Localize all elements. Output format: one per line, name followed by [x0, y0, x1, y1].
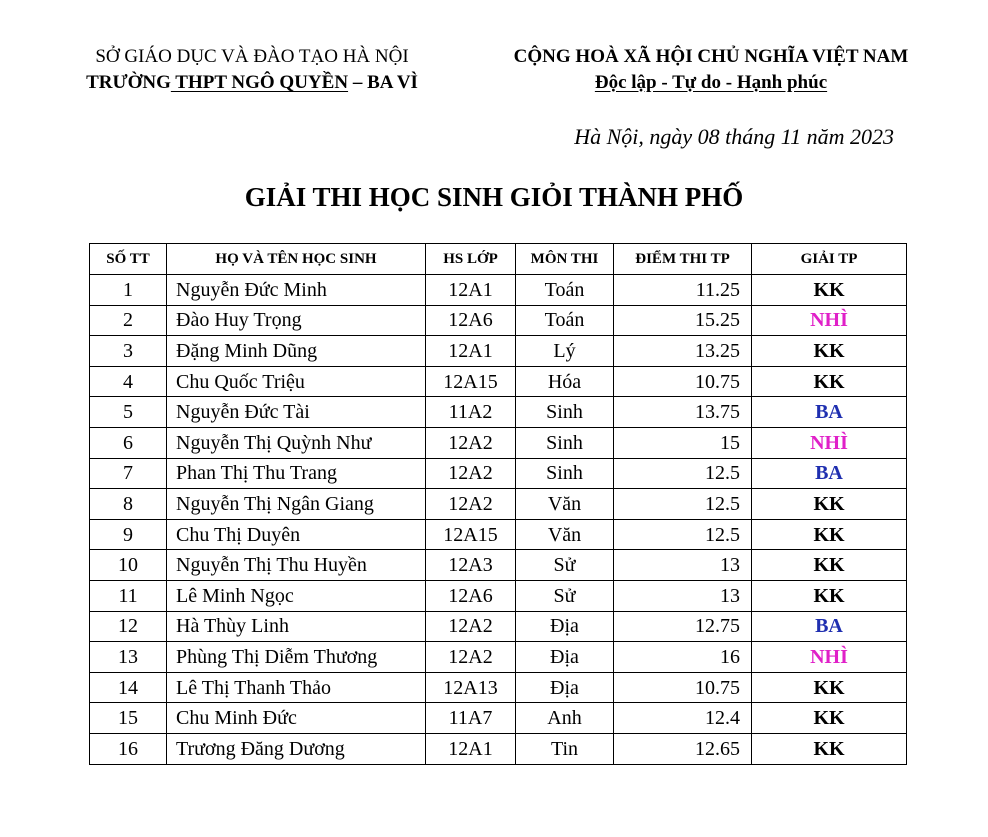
cell-name: Phùng Thị Diễm Thương	[167, 642, 426, 673]
cell-prize: KK	[752, 519, 907, 550]
column-header-name: HỌ VÀ TÊN HỌC SINH	[167, 244, 426, 275]
header-national	[478, 44, 944, 96]
cell-class: 11A2	[426, 397, 516, 428]
column-header-class: HS LỚP	[426, 244, 516, 275]
cell-stt: 13	[90, 642, 167, 673]
table-row	[90, 336, 907, 367]
cell-name: Đào Huy Trọng	[167, 305, 426, 336]
table-row	[90, 642, 907, 673]
table-row	[90, 611, 907, 642]
school-name-suffix: – BA VÌ	[348, 72, 418, 93]
cell-subject: Sử	[516, 580, 614, 611]
cell-class: 12A2	[426, 489, 516, 520]
cell-score: 16	[614, 642, 752, 673]
cell-score: 13	[614, 580, 752, 611]
column-header-stt: SỐ TT	[90, 244, 167, 275]
cell-name: Nguyễn Thị Quỳnh Như	[167, 427, 426, 458]
cell-stt: 2	[90, 305, 167, 336]
cell-name: Lê Minh Ngọc	[167, 580, 426, 611]
cell-score: 12.5	[614, 458, 752, 489]
table-row	[90, 458, 907, 489]
cell-subject: Sinh	[516, 427, 614, 458]
table-row	[90, 366, 907, 397]
cell-name: Nguyễn Thị Thu Huyền	[167, 550, 426, 581]
cell-class: 12A13	[426, 672, 516, 703]
cell-prize: KK	[752, 703, 907, 734]
cell-class: 12A1	[426, 733, 516, 764]
cell-class: 12A1	[426, 336, 516, 367]
cell-name: Trương Đăng Dương	[167, 733, 426, 764]
cell-score: 12.65	[614, 733, 752, 764]
cell-score: 13.25	[614, 336, 752, 367]
table-row	[90, 489, 907, 520]
cell-class: 12A2	[426, 611, 516, 642]
cell-score: 13.75	[614, 397, 752, 428]
cell-class: 12A3	[426, 550, 516, 581]
cell-stt: 6	[90, 427, 167, 458]
cell-prize: KK	[752, 366, 907, 397]
cell-stt: 11	[90, 580, 167, 611]
cell-score: 10.75	[614, 672, 752, 703]
cell-class: 11A7	[426, 703, 516, 734]
cell-name: Chu Thị Duyên	[167, 519, 426, 550]
cell-prize: KK	[752, 580, 907, 611]
cell-score: 12.4	[614, 703, 752, 734]
cell-name: Nguyễn Thị Ngân Giang	[167, 489, 426, 520]
cell-class: 12A6	[426, 305, 516, 336]
results-table	[89, 243, 907, 765]
cell-class: 12A2	[426, 642, 516, 673]
school-name-main: THPT NGÔ QUYỀN	[170, 72, 349, 93]
cell-prize: KK	[752, 336, 907, 367]
cell-prize: NHÌ	[752, 305, 907, 336]
cell-prize: KK	[752, 550, 907, 581]
cell-score: 10.75	[614, 366, 752, 397]
cell-name: Lê Thị Thanh Thảo	[167, 672, 426, 703]
cell-subject: Tin	[516, 733, 614, 764]
cell-prize: NHÌ	[752, 642, 907, 673]
cell-subject: Lý	[516, 336, 614, 367]
cell-stt: 16	[90, 733, 167, 764]
school-name-prefix: TRƯỜNG	[86, 72, 171, 93]
cell-stt: 7	[90, 458, 167, 489]
cell-subject: Địa	[516, 611, 614, 642]
cell-name: Nguyễn Đức Minh	[167, 275, 426, 306]
cell-class: 12A15	[426, 366, 516, 397]
cell-stt: 4	[90, 366, 167, 397]
cell-class: 12A6	[426, 580, 516, 611]
cell-stt: 3	[90, 336, 167, 367]
header-department	[48, 44, 456, 96]
table-row	[90, 703, 907, 734]
cell-score: 12.75	[614, 611, 752, 642]
cell-prize: NHÌ	[752, 427, 907, 458]
national-motto: Độc lập - Tự do - Hạnh phúc	[594, 72, 828, 93]
cell-subject: Anh	[516, 703, 614, 734]
cell-stt: 12	[90, 611, 167, 642]
cell-subject: Sử	[516, 550, 614, 581]
cell-stt: 5	[90, 397, 167, 428]
document-title: GIẢI THI HỌC SINH GIỎI THÀNH PHỐ	[244, 182, 744, 212]
cell-subject: Văn	[516, 489, 614, 520]
cell-stt: 14	[90, 672, 167, 703]
cell-name: Chu Minh Đức	[167, 703, 426, 734]
column-header-subject: MÔN THI	[516, 244, 614, 275]
cell-prize: BA	[752, 611, 907, 642]
table-body	[90, 275, 907, 765]
cell-name: Chu Quốc Triệu	[167, 366, 426, 397]
cell-subject: Sinh	[516, 397, 614, 428]
cell-class: 12A2	[426, 427, 516, 458]
cell-subject: Địa	[516, 672, 614, 703]
cell-score: 15.25	[614, 305, 752, 336]
table-row	[90, 550, 907, 581]
cell-prize: BA	[752, 458, 907, 489]
cell-score: 12.5	[614, 489, 752, 520]
cell-prize: BA	[752, 397, 907, 428]
cell-class: 12A15	[426, 519, 516, 550]
table-row	[90, 397, 907, 428]
cell-score: 12.5	[614, 519, 752, 550]
cell-score: 15	[614, 427, 752, 458]
cell-subject: Hóa	[516, 366, 614, 397]
document-date: Hà Nội, ngày 08 tháng 11 năm 2023	[574, 124, 894, 149]
table-row	[90, 519, 907, 550]
cell-score: 11.25	[614, 275, 752, 306]
cell-stt: 15	[90, 703, 167, 734]
cell-name: Nguyễn Đức Tài	[167, 397, 426, 428]
cell-subject: Sinh	[516, 458, 614, 489]
cell-stt: 1	[90, 275, 167, 306]
cell-name: Phan Thị Thu Trang	[167, 458, 426, 489]
table-row	[90, 672, 907, 703]
cell-subject: Toán	[516, 275, 614, 306]
cell-prize: KK	[752, 489, 907, 520]
table-row	[90, 275, 907, 306]
cell-stt: 8	[90, 489, 167, 520]
cell-prize: KK	[752, 275, 907, 306]
department-name: SỞ GIÁO DỤC VÀ ĐÀO TẠO HÀ NỘI	[95, 46, 409, 67]
cell-stt: 10	[90, 550, 167, 581]
cell-name: Hà Thùy Linh	[167, 611, 426, 642]
column-header-score: ĐIỂM THI TP	[614, 244, 752, 275]
column-header-prize: GIẢI TP	[752, 244, 907, 275]
cell-prize: KK	[752, 733, 907, 764]
cell-class: 12A1	[426, 275, 516, 306]
table-header-row	[90, 244, 907, 275]
cell-subject: Toán	[516, 305, 614, 336]
table-row	[90, 733, 907, 764]
national-title: CỘNG HOÀ XÃ HỘI CHỦ NGHĨA VIỆT NAM	[513, 46, 909, 67]
cell-subject: Địa	[516, 642, 614, 673]
table-row	[90, 305, 907, 336]
cell-name: Đặng Minh Dũng	[167, 336, 426, 367]
cell-stt: 9	[90, 519, 167, 550]
table-row	[90, 427, 907, 458]
cell-subject: Văn	[516, 519, 614, 550]
cell-prize: KK	[752, 672, 907, 703]
cell-score: 13	[614, 550, 752, 581]
school-name	[48, 70, 456, 96]
table-row	[90, 580, 907, 611]
cell-class: 12A2	[426, 458, 516, 489]
